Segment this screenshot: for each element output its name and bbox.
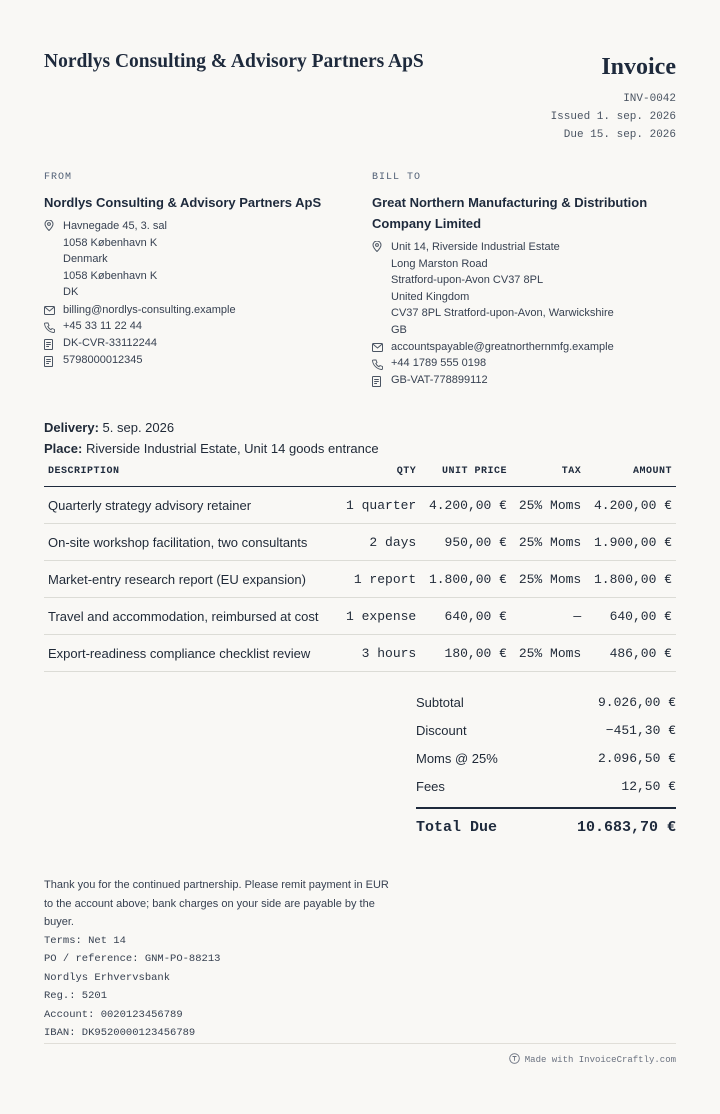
item-unit-price: 950,00 € — [420, 524, 511, 561]
bank-reg: Reg.: 5201 — [44, 990, 108, 1002]
from-address-row — [44, 218, 344, 301]
col-tax: TAX — [511, 459, 585, 487]
document-icon — [44, 337, 63, 350]
table-row — [44, 598, 676, 635]
map-pin-icon — [372, 239, 391, 252]
footer-divider — [44, 1043, 676, 1044]
table-header-row — [44, 459, 676, 487]
from-name: Nordlys Consulting & Advisory Partners ApS — [44, 195, 322, 210]
place-value: Riverside Industrial Estate, Unit 14 goods entrance — [85, 441, 379, 456]
total-due-label: Total Due — [416, 819, 498, 836]
fees-row — [416, 772, 676, 800]
place-line — [44, 441, 379, 456]
delivery-label: Delivery: — [44, 420, 99, 435]
invoicecraftly-logo-icon — [509, 1053, 520, 1066]
subtotal-value: 9.026,00 € — [597, 694, 676, 710]
from-cvr-row — [44, 337, 344, 350]
col-description: DESCRIPTION — [44, 459, 338, 487]
from-section — [44, 172, 344, 371]
tax-value: 2.096,50 € — [597, 750, 676, 766]
col-amount: AMOUNT — [585, 459, 676, 487]
item-description: Quarterly strategy advisory retainer — [44, 487, 338, 524]
bill-to-email-row — [372, 341, 672, 353]
item-unit-price: 1.800,00 € — [420, 561, 511, 598]
subtotal-row — [416, 688, 676, 716]
bill-to-address: Unit 14, Riverside Industrial Estate Long Marston Road Stratford-upon-Avon CV37 8PL United Kingdom CV37 8PL Stratford-upon-Avon, Warwickshire GB — [391, 241, 614, 336]
item-tax: — — [511, 598, 585, 635]
from-ean: 5798000012345 — [63, 353, 143, 366]
item-qty: 1 report — [338, 561, 421, 598]
item-unit-price: 180,00 € — [420, 635, 511, 672]
table-row — [44, 487, 676, 524]
bill-to-label: BILL TO — [372, 172, 422, 183]
bill-to-email[interactable]: accountspayable@greatnorthernmfg.example — [391, 341, 614, 353]
delivery-date: 5. sep. 2026 — [102, 420, 175, 435]
item-amount: 486,00 € — [585, 635, 676, 672]
line-items-table — [44, 459, 676, 672]
item-description: Market-entry research report (EU expansion) — [44, 561, 338, 598]
invoice-number: INV-0042 — [623, 93, 676, 105]
from-cvr: DK-CVR-33112244 — [63, 336, 157, 349]
item-tax: 25% Moms — [511, 635, 585, 672]
item-tax: 25% Moms — [511, 487, 585, 524]
made-with-text: Made with InvoiceCraftly.com — [524, 1054, 676, 1065]
table-row — [44, 635, 676, 672]
item-qty: 1 quarter — [338, 487, 421, 524]
item-tax: 25% Moms — [511, 561, 585, 598]
mail-icon — [372, 341, 391, 352]
bill-to-phone-row — [372, 357, 672, 370]
item-amount: 1.900,00 € — [585, 524, 676, 561]
item-qty: 3 hours — [338, 635, 421, 672]
item-qty: 2 days — [338, 524, 421, 561]
discount-label: Discount — [416, 722, 467, 738]
from-email[interactable]: billing@nordlys-consulting.example — [63, 303, 236, 316]
payment-terms: Terms: Net 14 — [44, 934, 126, 947]
issue-date: Issued 1. sep. 2026 — [550, 111, 676, 123]
company-title: Nordlys Consulting & Advisory Partners ApS — [44, 51, 424, 72]
document-icon — [44, 354, 63, 367]
bill-to-section — [372, 172, 672, 391]
table-row — [44, 524, 676, 561]
made-with-link[interactable] — [509, 1053, 676, 1066]
from-phone[interactable]: +45 33 11 22 44 — [63, 319, 143, 332]
subtotal-label: Subtotal — [416, 694, 464, 710]
place-label: Place: — [44, 441, 83, 456]
bank-iban: IBAN: DK9520000123456789 — [44, 1027, 196, 1039]
document-icon — [372, 374, 391, 387]
from-address: Havnegade 45, 3. sal 1058 København K Denmark 1058 København K DK — [63, 220, 167, 298]
item-description: Travel and accommodation, reimbursed at cost — [44, 598, 338, 635]
document-title: Invoice — [601, 54, 676, 80]
totals-block — [416, 688, 676, 836]
phone-icon — [372, 357, 391, 370]
due-date: Due 15. sep. 2026 — [563, 129, 676, 141]
col-qty: QTY — [338, 459, 421, 487]
tax-label: Moms @ 25% — [416, 750, 498, 766]
phone-icon — [44, 320, 63, 333]
notes-section — [44, 876, 389, 1043]
discount-value: −451,30 € — [605, 722, 676, 738]
col-unit-price: UNIT PRICE — [420, 459, 511, 487]
invoice-meta — [551, 90, 676, 144]
bill-to-vat: GB-VAT-778899112 — [391, 374, 488, 386]
total-due-value: 10.683,70 € — [576, 819, 676, 836]
delivery-line — [44, 420, 174, 435]
from-label: FROM — [44, 172, 73, 183]
item-unit-price: 640,00 € — [420, 598, 511, 635]
item-amount: 640,00 € — [585, 598, 676, 635]
po-reference: PO / reference: GNM-PO-88213 — [44, 953, 221, 965]
item-tax: 25% Moms — [511, 524, 585, 561]
from-email-row — [44, 304, 344, 316]
bill-to-address-row — [372, 239, 672, 338]
item-amount: 4.200,00 € — [585, 487, 676, 524]
tax-row — [416, 744, 676, 772]
from-ean-row — [44, 354, 344, 367]
total-due-row — [416, 807, 676, 836]
item-unit-price: 4.200,00 € — [420, 487, 511, 524]
map-pin-icon — [44, 218, 63, 231]
item-description: On-site workshop facilitation, two consultants — [44, 524, 338, 561]
thank-you-message: Thank you for the continued partnership. Please remit payment in EUR to the account above; bank charges on your side are payable by the buyer. — [44, 879, 389, 928]
fees-label: Fees — [416, 778, 445, 794]
bill-to-phone[interactable]: +44 1789 555 0198 — [391, 357, 487, 369]
mail-icon — [44, 304, 63, 315]
bank-account: Account: 0020123456789 — [44, 1008, 183, 1021]
discount-row — [416, 716, 676, 744]
from-phone-row — [44, 320, 344, 333]
bank-name: Nordlys Erhvervsbank — [44, 971, 171, 984]
bill-to-name: Great Northern Manufacturing & Distribution Company Limited — [372, 195, 648, 231]
item-qty: 1 expense — [338, 598, 421, 635]
item-description: Export-readiness compliance checklist review — [44, 635, 338, 672]
fees-value: 12,50 € — [621, 778, 676, 794]
table-row — [44, 561, 676, 598]
item-amount: 1.800,00 € — [585, 561, 676, 598]
bill-to-vat-row — [372, 374, 672, 387]
